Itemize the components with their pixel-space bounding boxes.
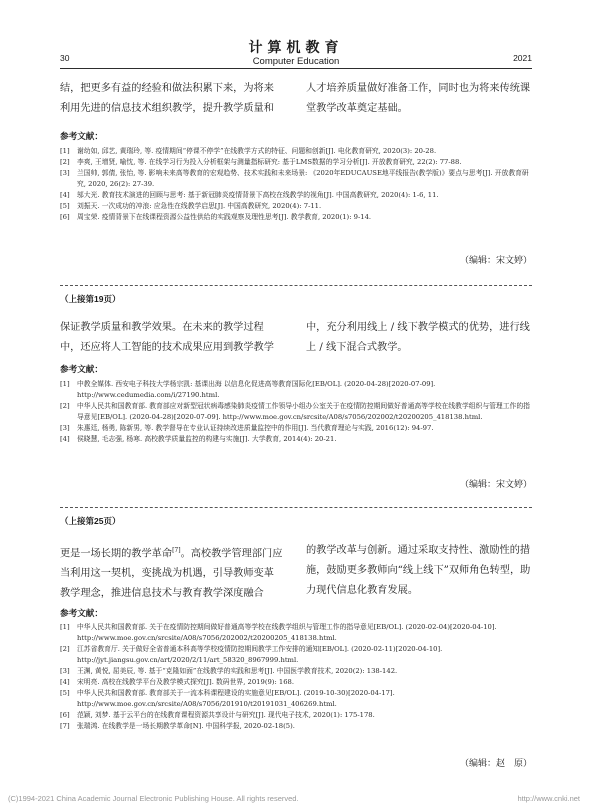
reference-number: [4] — [60, 191, 70, 199]
reference-text: 侯晓慧, 毛志强, 杨寒. 高校教学质量监控的构建与实施[J]. 大学教育, 2014(4): 20-21. — [77, 435, 337, 443]
references-heading: 参考文献： — [60, 609, 103, 619]
reference-number: [6] — [60, 213, 70, 221]
reference-item — [60, 666, 532, 677]
citation-marker: [7] — [172, 547, 181, 554]
reference-text: 周宝荣. 疫情背景下在线课程资源公益性供给的实践观察及理性思考[J]. 教学教育, 2020(1): 9-14. — [77, 213, 372, 221]
reference-number: [3] — [60, 169, 70, 177]
body-text-left: 结，把更多有益的经验和做法积累下来，为将来利用先进的信息技术组织教学，提升教学质量和 — [60, 83, 274, 114]
reference-number: [3] — [60, 667, 70, 675]
reference-list — [60, 622, 532, 732]
copyright: (C)1994-2021 China Academic Journal Electronic Publishing House. All rights reserved. — [8, 794, 299, 803]
reference-text: 王渊, 黄悦, 屈美辰, 等. 基于“克隆如面”在线教学的实践和思考[J]. 中国医学教育技术, 2020(2): 138-142. — [77, 667, 398, 675]
reference-number: [1] — [60, 147, 70, 155]
reference-item — [60, 710, 532, 721]
reference-item — [60, 190, 532, 201]
reference-text: 邬大光. 教育技术演进的回顾与思考: 基于新冠肺炎疫情背景下高校在线教学的视角[J]. 中国高教研究, 2020(4): 1-6, 11. — [77, 191, 439, 199]
reference-number: [1] — [60, 623, 70, 631]
reference-number: [5] — [60, 689, 70, 697]
reference-item — [60, 423, 532, 434]
year: 2021 — [513, 53, 532, 63]
reference-item — [60, 644, 532, 666]
reference-text: 中华人民共和国教育部. 教育部应对新型冠状病毒感染肺炎疫情工作领导小组办公室关于在疫情防控期间做好普通高等学校在线教学组织与管理工作的指导意见[EB/OL]. (2020-04-28)[2020-07-09]. http://www.moe.gov.cn/srcsite/A08/s7056/202002/t20200205_418138.html. — [77, 402, 530, 421]
reference-item — [60, 434, 532, 445]
continued-from: （上接第19页） — [60, 294, 121, 304]
reference-item — [60, 379, 532, 401]
body-text-right: 中，充分利用线上 / 线下教学模式的优势，进行线上 / 线下混合式教学。 — [306, 322, 530, 353]
reference-text: 朱惠廷, 杨勇, 陈新男, 等. 教学督导在专业认证持续改进质量监控中的作用[J]. 当代教育理论与实践, 2016(12): 94-97. — [77, 424, 434, 432]
reference-text: 中华人民共和国教育部. 关于在疫情防控期间做好普通高等学校在线教学组织与管理工作的指导意见[EB/OL]. (2020-02-04)[2020-04-10]. http://www.moe.gov.cn/srcsite/A08/s7056/202002/t20200205_418138.html. — [77, 623, 497, 642]
editor-note: （编辑：宋文婷） — [459, 256, 532, 266]
reference-item — [60, 157, 532, 168]
reference-text: 刘振天. 一次成功的冲浪: 应急性在线教学启思[J]. 中国高教研究, 2020(4): 7-11. — [77, 202, 322, 210]
reference-number: [3] — [60, 424, 70, 432]
reference-number: [5] — [60, 202, 70, 210]
header-rule — [60, 68, 532, 69]
reference-item — [60, 688, 532, 710]
journal-title: 计算机教育 — [248, 40, 344, 56]
reference-item — [60, 201, 532, 212]
reference-item — [60, 212, 532, 223]
reference-text: 宋明亮. 高校在线教学平台及教学模式探究[J]. 数码世界, 2019(9): 168. — [77, 678, 295, 686]
reference-number: [2] — [60, 158, 70, 166]
reference-text: 范颖, 刘梦. 基于云平台的在线教育课程资源共享设计与研究[J]. 现代电子技术, 2020(1): 175-178. — [77, 711, 375, 719]
body-text-left — [60, 541, 284, 604]
reference-item — [60, 146, 532, 157]
editor-note: （编辑：宋文婷） — [459, 480, 532, 490]
reference-number: [4] — [60, 435, 70, 443]
section-divider — [60, 285, 532, 286]
editor-note: （编辑：赵 原） — [459, 759, 532, 769]
reference-item — [60, 622, 532, 644]
reference-number: [7] — [60, 722, 70, 730]
reference-text: 中华人民共和国教育部. 教育部关于一流本科课程建设的实施意见[EB/OL]. (2019-10-30)[2020-04-17]. http://www.moe.gov.cn/srcsite/A08/s7056/201910/t20191031_406269.html. — [77, 689, 395, 708]
continued-from: （上接第25页） — [60, 516, 121, 526]
reference-number: [2] — [60, 402, 70, 410]
reference-item — [60, 168, 532, 190]
reference-number: [1] — [60, 380, 70, 388]
reference-number: [2] — [60, 645, 70, 653]
body-text-part: 更是一场长期的教学革命 — [60, 548, 173, 560]
footer — [0, 791, 592, 803]
section-divider — [60, 507, 532, 508]
body-text-right: 人才培养质量做好准备工作，同时也为将来传统课堂教学改革奠定基础。 — [306, 83, 531, 114]
reference-item — [60, 401, 532, 423]
reference-item — [60, 677, 532, 688]
reference-text: 张瑞鸿. 在线教学是一场长期教学革命[N]. 中国科学报, 2020-02-18(5). — [77, 722, 295, 730]
reference-text: 谢幼如, 邱艺, 黄瑞玲, 等. 疫情期间“停课不停学”在线教学方式的特征、问题和创新[J]. 电化教育研究, 2020(3): 20-28. — [77, 147, 437, 155]
references-heading: 参考文献： — [60, 132, 103, 142]
page-number: 30 — [60, 53, 70, 63]
reference-item — [60, 721, 532, 732]
reference-list — [60, 379, 532, 445]
reference-number: [6] — [60, 711, 70, 719]
footer-link[interactable]: http://www.cnki.net — [517, 794, 580, 803]
body-text-left: 保证教学质量和教学效果。在未来的教学过程中，还应将人工智能的技术成果应用到教学教学 — [60, 322, 274, 353]
reference-text: 李爽, 王增贤, 喻忱, 等. 在线学习行为投入分析框架与测量指标研究: 基于LMS数据的学习分析[J]. 开放教育研究, 22(2): 77-88. — [77, 158, 462, 166]
reference-text: 中教全媒体. 西安电子科技大学杨宗凯: 基课出海 以信息化促进高等教育国际化[EB/OL]. (2020-04-28)[2020-07-09]. http://www.cedumedia.com/i/27190.html. — [77, 380, 436, 399]
journal-subtitle: Computer Education — [252, 56, 340, 67]
body-text-part: 。高校教学管理部门应当利用这一契机，变挑战为机遇，引导教师变革教学理念，推进信息技术与教育教学深度融合 — [60, 548, 283, 600]
body-text-right: 的教学改革与创新。通过采取支持性、激励性的措施，鼓励更多教师向“线上线下”双师角色转型，助力现代信息化教育发展。 — [306, 545, 531, 596]
reference-number: [4] — [60, 678, 70, 686]
reference-list — [60, 146, 532, 223]
reference-text: 江苏省教育厅. 关于做好全省普通本科高等学校疫情防控期间教学工作安排的通知[EB/OL]. (2020-02-11)[2020-04-10]. http://jyt.jiangsu.gov.cn/art/2020/2/11/art_58320_8967999.html. — [77, 645, 443, 664]
reference-text: 兰国帅, 郭倩, 张怡, 等. 影响未来高等教育的宏观趋势、技术实践和未来场景: 《2020年EDUCAUSE地平线报告(教学版)》要点与思考[J]. 开放教育研究, 2020, 26(2): 27-39. — [77, 169, 529, 188]
references-heading: 参考文献： — [60, 365, 103, 375]
